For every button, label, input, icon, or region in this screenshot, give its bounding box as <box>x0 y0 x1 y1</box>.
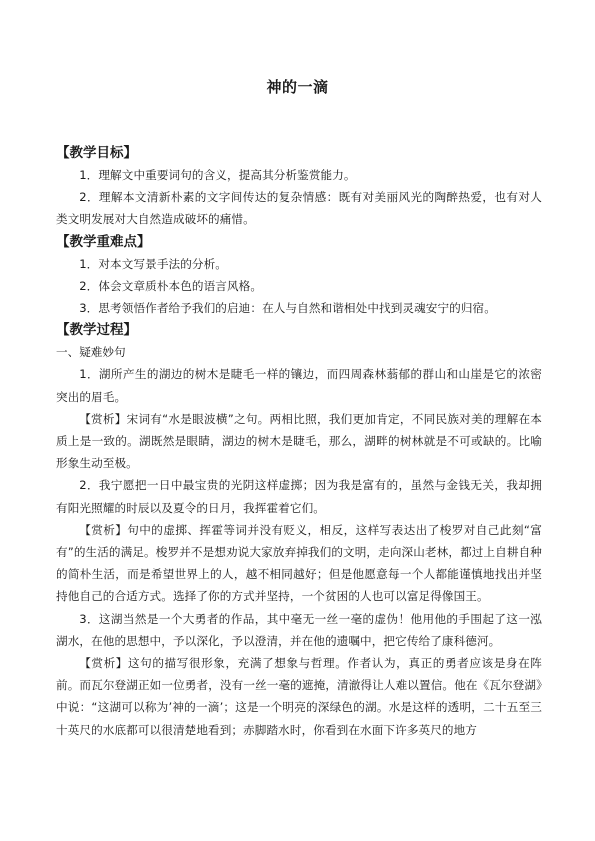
sentence-item: 2．我宁愿把一日中最宝贵的光阴这样虚掷；因为我是富有的，虽然与金钱无关，我却拥有阳光照耀的时辰以及夏令的日月，我挥霍着它们。 <box>56 478 542 515</box>
document-body <box>56 142 542 741</box>
section-heading-key-points: 【教学重难点】 <box>56 233 151 250</box>
analysis-paragraph: 【赏析】句中的虚掷、挥霍等词并没有贬义，相反，这样写表达出了梭罗对自己此刻“富有”的生活的满足。梭罗并不是想劝说大家放弃掉我们的文明，走向深山老林，都过上自耕自种的简朴生活，而是希望世界上的人，越不相同越好；但是他愿意每一个人都能谨慎地找出并坚持他自己的合适方式。选择了你的方式并坚持，一个贫困的人也可以富足得像国王。 <box>56 522 542 604</box>
sentence-item: 1．湖所产生的湖边的树木是睫毛一样的镶边，而四周森林蓊郁的群山和山崖是它的浓密突出的眉毛。 <box>56 367 542 404</box>
section-heading-process: 【教学过程】 <box>56 322 137 339</box>
subsection-heading: 一、疑难妙句 <box>56 345 126 360</box>
section-heading-objectives: 【教学目标】 <box>56 145 137 161</box>
key-point-item: 1．对本文写景手法的分析。 <box>79 256 227 271</box>
key-point-item: 3．思考领悟作者给予我们的启迪：在人与自然和谐相处中找到灵魂安宁的归宿。 <box>79 301 496 316</box>
objective-item: 1．理解文中重要词句的含义，提高其分析鉴赏能力。 <box>79 168 356 182</box>
analysis-paragraph: 【赏析】这句的描写很形象，充满了想象与哲理。作者认为，真正的勇者应该是身在阵前。而瓦尔登湖正如一位勇者，没有一丝一毫的遮掩，清澈得让人难以置信。他在《瓦尔登湖》中说：“这湖可以称为’神的一滴’；这是一个明亮的深绿色的湖。水是这样的透明，二十五至三十英尺的水底都可以很清楚地看到；赤脚踏水时，你看到在水面下许多英尺的地方 <box>56 656 542 737</box>
sentence-item: 3．这湖当然是一个大勇者的作品，其中毫无一丝一毫的虚伪！他用他的手围起了这一泓湖水，在他的思想中，予以深化，予以澄清，并在他的遗嘱中，把它传给了康科德河。 <box>56 611 542 648</box>
key-point-item: 2．体会文章质朴本色的语言风格。 <box>79 278 263 293</box>
analysis-paragraph: 【赏析】宋词有“水是眼波横”之句。两相比照，我们更加肯定，不同民族对美的理解在本质上是一致的。湖既然是眼睛，湖边的树木是睫毛，那么，湖畔的树林就是不可或缺的。比喻形象生动至极。 <box>56 411 542 471</box>
page-title: 神的一滴 <box>266 78 329 96</box>
objective-item: 2．理解本文清新朴素的文字间传达的复杂情感：既有对美丽风光的陶醉热爱，也有对人类文明发展对大自然造成破坏的痛惜。 <box>56 190 542 227</box>
